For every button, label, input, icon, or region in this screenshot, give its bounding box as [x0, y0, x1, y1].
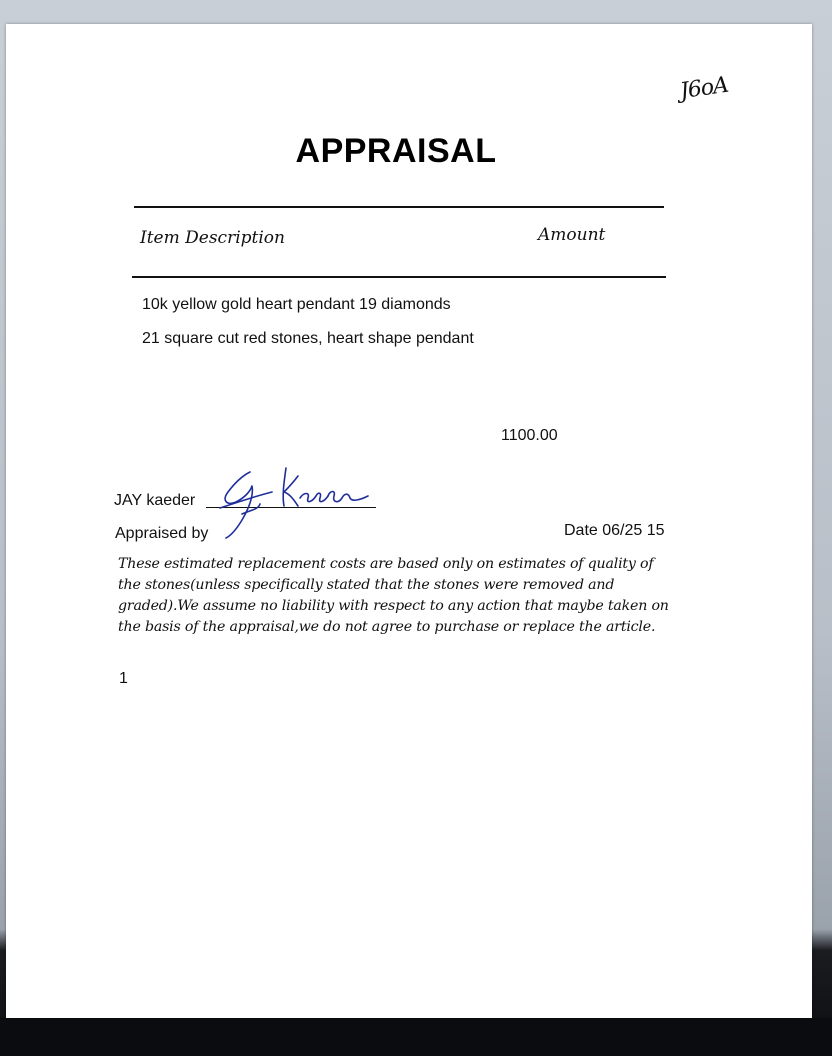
header-bottom-rule: [132, 276, 666, 278]
appraisal-sheet: [6, 24, 812, 1020]
handwritten-corner-note: J6oA: [678, 72, 730, 105]
item-description-header: Item Description: [140, 228, 285, 248]
amount-value: 1100.00: [501, 427, 558, 444]
appraiser-name: JAY kaeder: [114, 492, 196, 509]
appraised-by-label: Appraised by: [115, 525, 209, 542]
date-label: Date 06/25 15: [564, 522, 665, 539]
dark-background-edge: [0, 1018, 832, 1056]
amount-header: Amount: [538, 225, 606, 245]
item-line-1: 10k yellow gold heart pendant 19 diamonds: [142, 296, 451, 313]
disclaimer-text: These estimated replacement costs are based only on estimates of quality of the stones(unless specifically stated that the stones were removed and graded).We assume no liability with respect to any action that maybe taken on the basis of the appraisal,we do not agree to purchase or replace the article.: [118, 556, 669, 635]
page-title: APPRAISAL: [295, 132, 497, 170]
item-line-2: 21 square cut red stones, heart shape pendant: [142, 330, 474, 347]
page-number: 1: [119, 670, 128, 687]
header-top-rule: [134, 206, 664, 208]
handwritten-signature: [214, 462, 384, 547]
